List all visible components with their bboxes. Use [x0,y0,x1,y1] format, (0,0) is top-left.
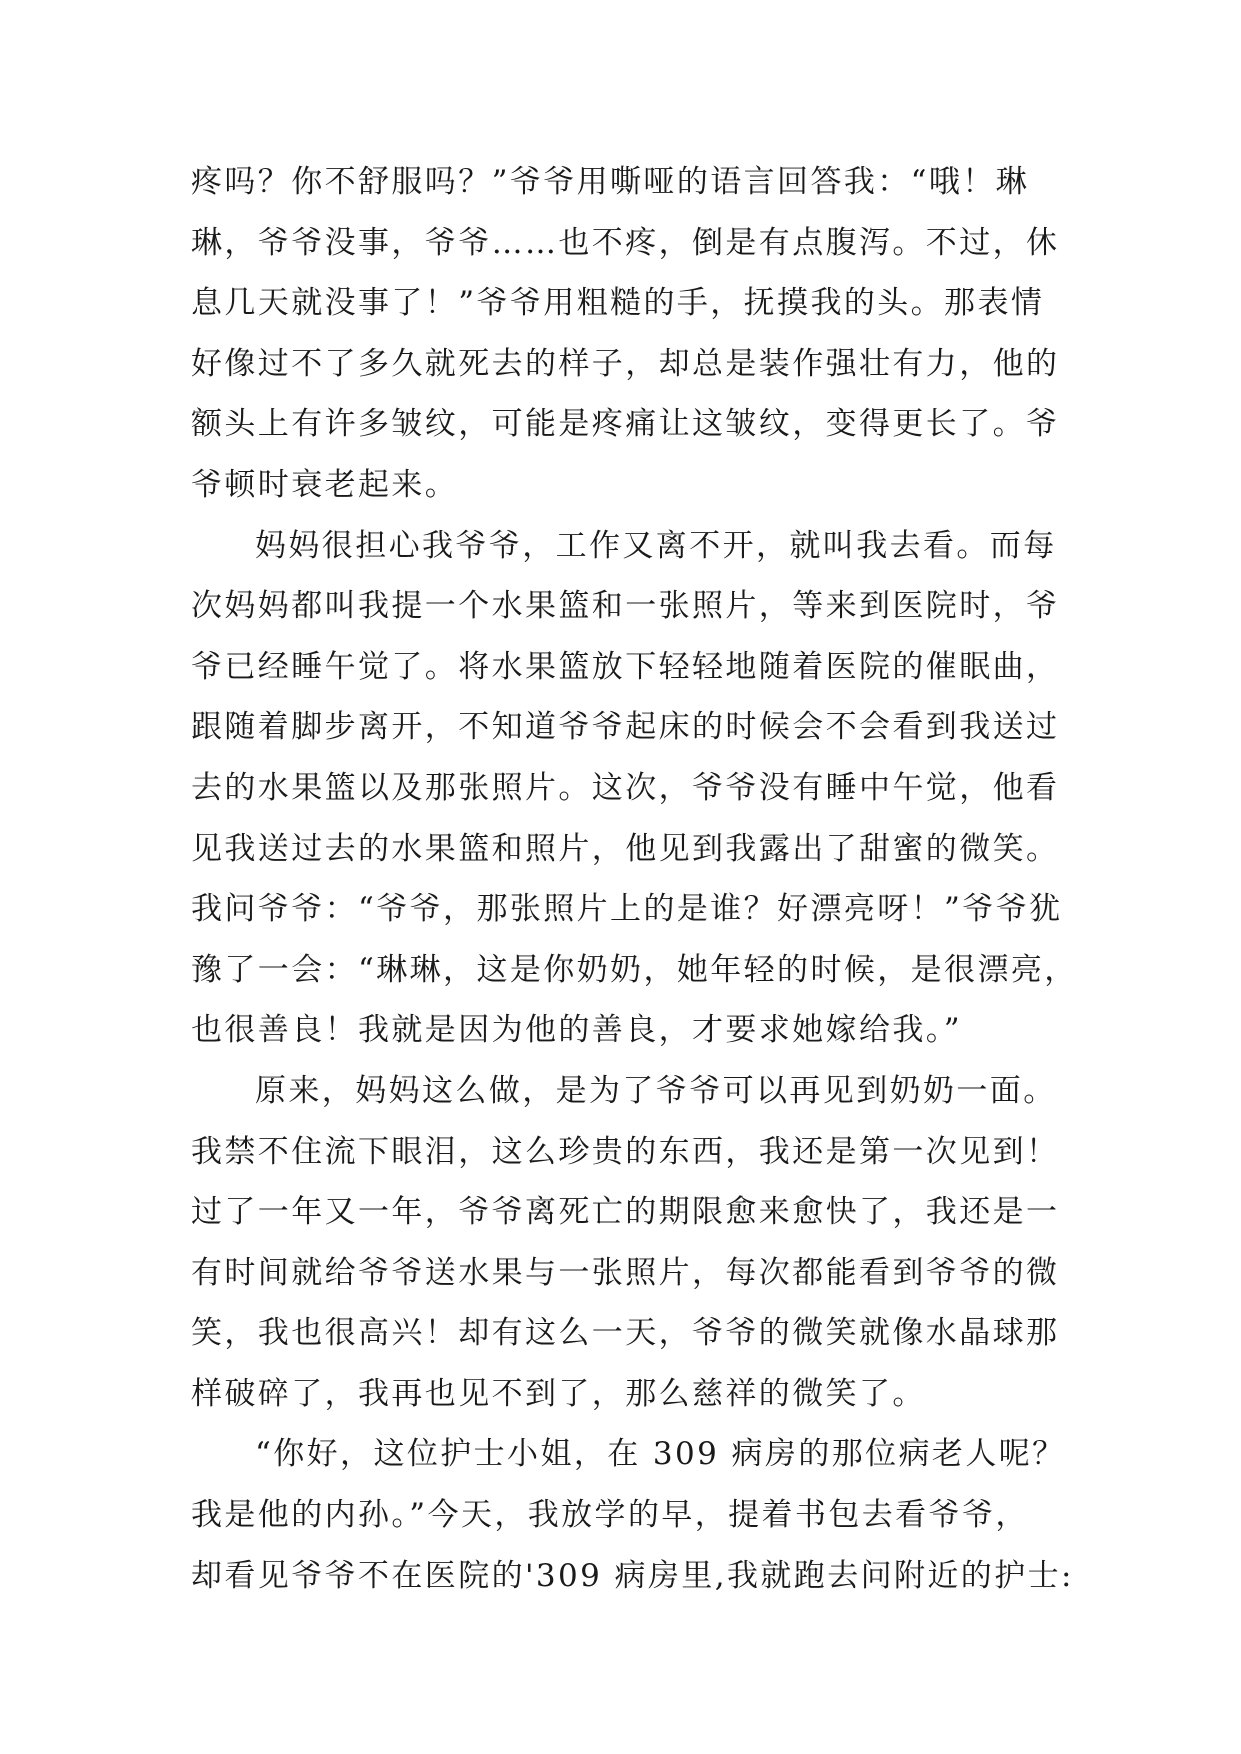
text-line: 去的水果篮以及那张照片。这次，爷爷没有睡中午觉，他看 [191,769,1060,806]
text-line: 豫了一会：“琳琳，这是你奶奶，她年轻的时候，是很漂亮， [191,951,1078,988]
text-line: 息几天就没事了！”爷爷用粗糙的手，抚摸我的头。那表情 [191,285,1045,322]
text-line: 我是他的内孙。”今天，我放学的早，提着书包去看爷爷， [191,1497,1029,1534]
text-line: 也很善良！我就是因为他的善良，才要求她嫁给我。” [191,1012,962,1049]
text-line: 笑，我也很高兴！却有这么一天，爷爷的微笑就像水晶球那 [191,1315,1060,1352]
paragraph-start-line: 原来，妈妈这么做，是为了爷爷可以再见到奶奶一面。 [255,1072,1057,1109]
text-line: 跟随着脚步离开，不知道爷爷起床的时候会不会看到我送过 [191,709,1060,746]
text-line: 我问爷爷：“爷爷，那张照片上的是谁？好漂亮呀！”爷爷犹 [191,891,1063,928]
text-line: 却看见爷爷不在医院的'309 病房里,我就跑去问附近的护士: [191,1557,1074,1594]
text-line: 我禁不住流下眼泪，这么珍贵的东西，我还是第一次见到！ [191,1133,1060,1170]
paragraph-start-line: 妈妈很担心我爷爷，工作又离不开，就叫我去看。而每 [255,527,1057,564]
document-body [191,152,1078,1606]
text-line: 好像过不了多久就死去的样子，却总是装作强壮有力，他的 [191,345,1060,382]
text-line: 爷已经睡午觉了。将水果篮放下轻轻地随着医院的催眠曲， [191,648,1060,685]
text-line: 次妈妈都叫我提一个水果篮和一张照片，等来到医院时，爷 [191,588,1060,625]
text-line: 爷顿时衰老起来。 [191,466,459,503]
text-line: 额头上有许多皱纹，可能是疼痛让这皱纹，变得更长了。爷 [191,406,1060,443]
text-line: 过了一年又一年，爷爷离死亡的期限愈来愈快了，我还是一 [191,1194,1060,1231]
text-line: 见我送过去的水果篮和照片，他见到我露出了甜蜜的微笑。 [191,830,1060,867]
text-line: 疼吗？你不舒服吗？”爷爷用嘶哑的语言回答我：“哦！琳 [191,164,1030,200]
paragraph-start-line: “你好，这位护士小姐，在 309 病房的那位病老人呢？ [255,1436,1066,1473]
text-line: 琳，爷爷没事，爷爷……也不疼，倒是有点腹泻。不过，休 [191,224,1060,261]
text-line: 有时间就给爷爷送水果与一张照片，每次都能看到爷爷的微 [191,1254,1060,1291]
text-line: 样破碎了，我再也见不到了，那么慈祥的微笑了。 [191,1375,926,1412]
